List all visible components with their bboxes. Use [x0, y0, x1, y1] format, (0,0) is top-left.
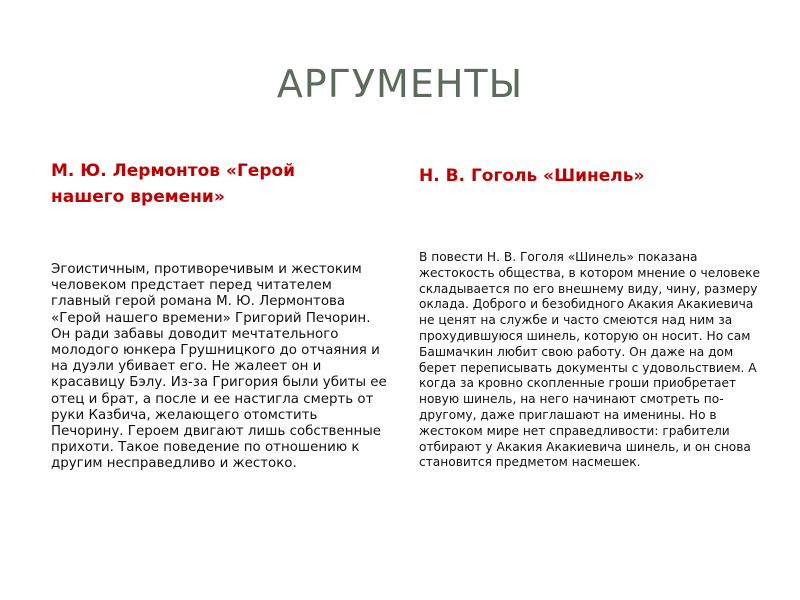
left-column-heading: М. Ю. Лермонтов «Герой нашего времени» — [51, 161, 296, 207]
right-column-heading: Н. В. Гоголь «Шинель» — [419, 166, 645, 186]
right-column-text: В повести Н. В. Гоголя «Шинель» показана жестокость общества, в котором мнение о человеке складывается по его внешнему виду, чину, размеру оклада. Доброго и безобидного Акакия Акакиевича не ценят на службе и часто смеются над ним за прохудившуюся шинель, которую он носит. Но сам Башмачкин любит свою работу. Он даже на дом берет переписывать документы с удовольствием. А когда за кровно скопленные гроши приобретает новую шинель, на него начинают смотреть по-другому, даже приглашают на именины. Но в жестоком мире нет справедливости: грабители отбирают у Акакия Акакиевича шинель, и он снова становится предметом насмешек. — [419, 250, 760, 470]
slide-title: АРГУМЕНТЫ — [276, 62, 524, 106]
left-column-text: Эгоистичным, противоречивым и жестоким человеком предстает перед читателем главный герой романа М. Ю. Лермонтова «Герой нашего времени» Григорий Печорин. Он ради забавы доводит мечтательного молодого юнкера Грушницкого до отчаяния и на дуэли убивает его. Не жалеет он и красавицу Бэлу. Из-за Григория были убиты ее отец и брат, а после и ее настигла смерть от руки Казбича, желающего отомстить Печорину. Героем двигают лишь собственные прихоти. Такое поведение по отношению к другим несправедливо и жестоко. — [51, 262, 387, 472]
